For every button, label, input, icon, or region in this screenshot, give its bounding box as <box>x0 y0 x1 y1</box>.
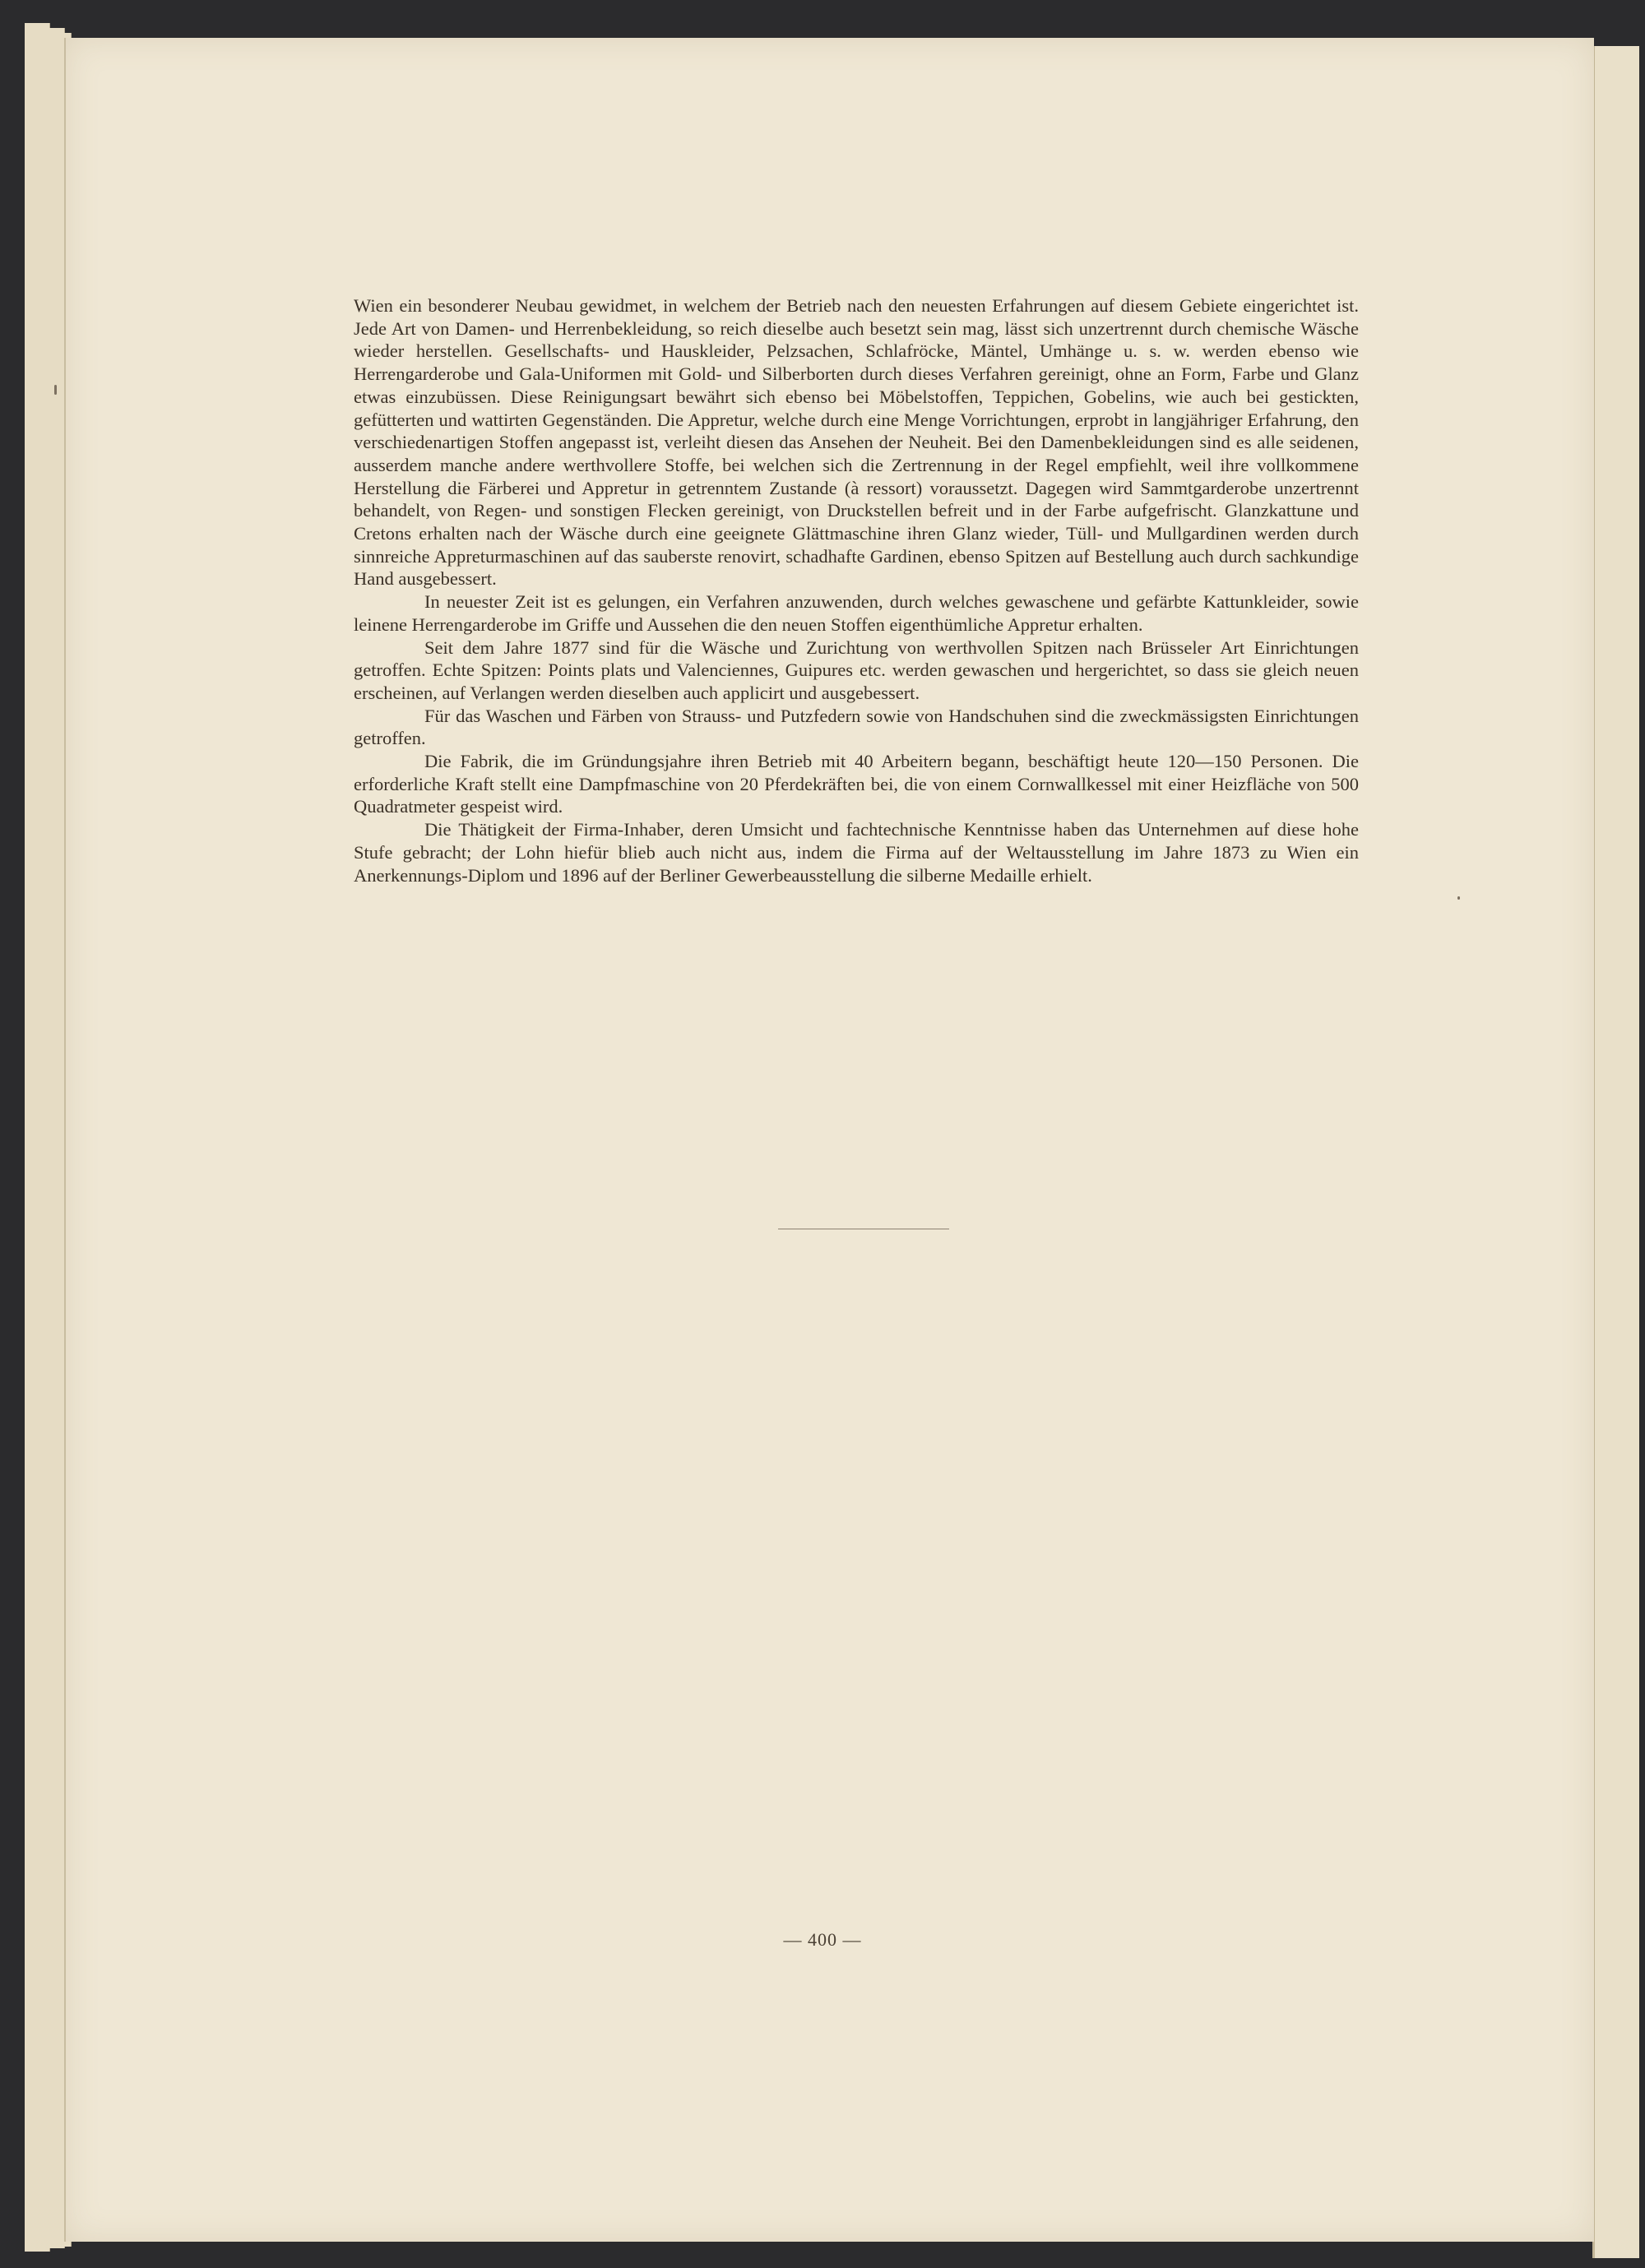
paragraph: Die Thätigkeit der Firma-Inhaber, deren Umsicht und fachtechnische Kenntnisse haben das Unternehmen auf diese hohe Stufe gebracht; der Lohn hiefür blieb auch nicht aus, indem die Firma auf der Weltausstellung im Jahre 1873 zu Wien ein Anerkennungs-Diplom und 1896 auf der Berliner Gewerbeausstellung die silberne Medaille erhielt. <box>354 819 1359 886</box>
body-text <box>354 294 1359 886</box>
paragraph: Wien ein besonderer Neubau gewidmet, in welchem der Betrieb nach den neuesten Erfahrungen auf diesem Gebiete eingerichtet ist. Jede Art von Damen- und Herrenbekleidung, so reich dieselbe auch besetzt sein mag, lässt sich unzertrennt durch chemische Wäsche wieder herstellen. Gesellschafts- und Hauskleider, Pelzsachen, Schlafröcke, Mäntel, Umhänge u. s. w. werden ebenso wie Herrengarderobe und Gala-Uniformen mit Gold- und Silberborten durch dieses Verfahren gereinigt, ohne an Form, Farbe und Glanz etwas einzubüssen. Diese Reinigungsart bewährt sich ebenso bei Möbelstoffen, Teppichen, Gobelins, wie auch bei gestickten, gefütterten und wattirten Gegenständen. Die Appretur, welche durch eine Menge Vorrichtungen, erprobt in langjähriger Erfahrung, den verschiedenartigen Stoffen angepasst ist, verleiht diesen das Ansehen der Neuheit. Bei den Damenbekleidungen sind es alle seidenen, ausserdem manche andere werthvollere Stoffe, bei welchen sich die Zertrennung in der Regel empfiehlt, weil ihre vollkommene Herstellung die Färberei und Appretur in getrenntem Zustande (à ressort) voraussetzt. Dagegen wird Sammtgarderobe unzertrennt behandelt, von Regen- und sonstigen Flecken gereinigt, von Druckstellen befreit und in der Farbe aufgefrischt. Glanzkattune und Cretons erhalten nach der Wäsche durch eine geeignete Glättmaschine ihren Glanz wieder, Tüll- und Mullgardinen werden durch sinnreiche Appreturmaschinen auf das sauberste renovirt, schadhafte Gardinen, ebenso Spitzen auf Bestellung auch durch sachkundige Hand ausgebessert. <box>354 295 1359 590</box>
margin-mark <box>54 385 57 395</box>
adjacent-page-edge <box>1592 46 1639 2258</box>
page-number: — 400 — <box>783 1929 862 1950</box>
paragraph: Seit dem Jahre 1877 sind für die Wäsche und Zurichtung von werthvollen Spitzen nach Brüsseler Art Einrichtungen getroffen. Echte Spitzen: Points plats und Valenciennes, Guipures etc. werden gewaschen und hergerichtet, so dass sie gleich neuen erscheinen, auf Verlangen werden dieselben auch applicirt und ausgebessert. <box>354 636 1359 703</box>
paragraph: In neuester Zeit ist es gelungen, ein Verfahren anzuwenden, durch welches gewaschene und gefärbte Kattunkleider, sowie leinene Herrengarderobe im Griffe und Aussehen die den neuen Stoffen eigenthümliche Appretur erhalten. <box>354 591 1359 635</box>
paragraph: Die Fabrik, die im Gründungsjahre ihren Betrieb mit 40 Arbeitern begann, beschäftigt heute 120—150 Personen. Die erforderliche Kraft stellt eine Dampfmaschine von 20 Pferdekräften bei, die von einem Cornwallkessel mit einer Heizfläche von 500 Quadratmeter gespeist wird. <box>354 751 1359 817</box>
margin-mark <box>1457 896 1460 900</box>
paragraph: Für das Waschen und Färben von Strauss- und Putzfedern sowie von Handschuhen sind die zweckmässigsten Einrichtungen getroffen. <box>354 705 1359 749</box>
